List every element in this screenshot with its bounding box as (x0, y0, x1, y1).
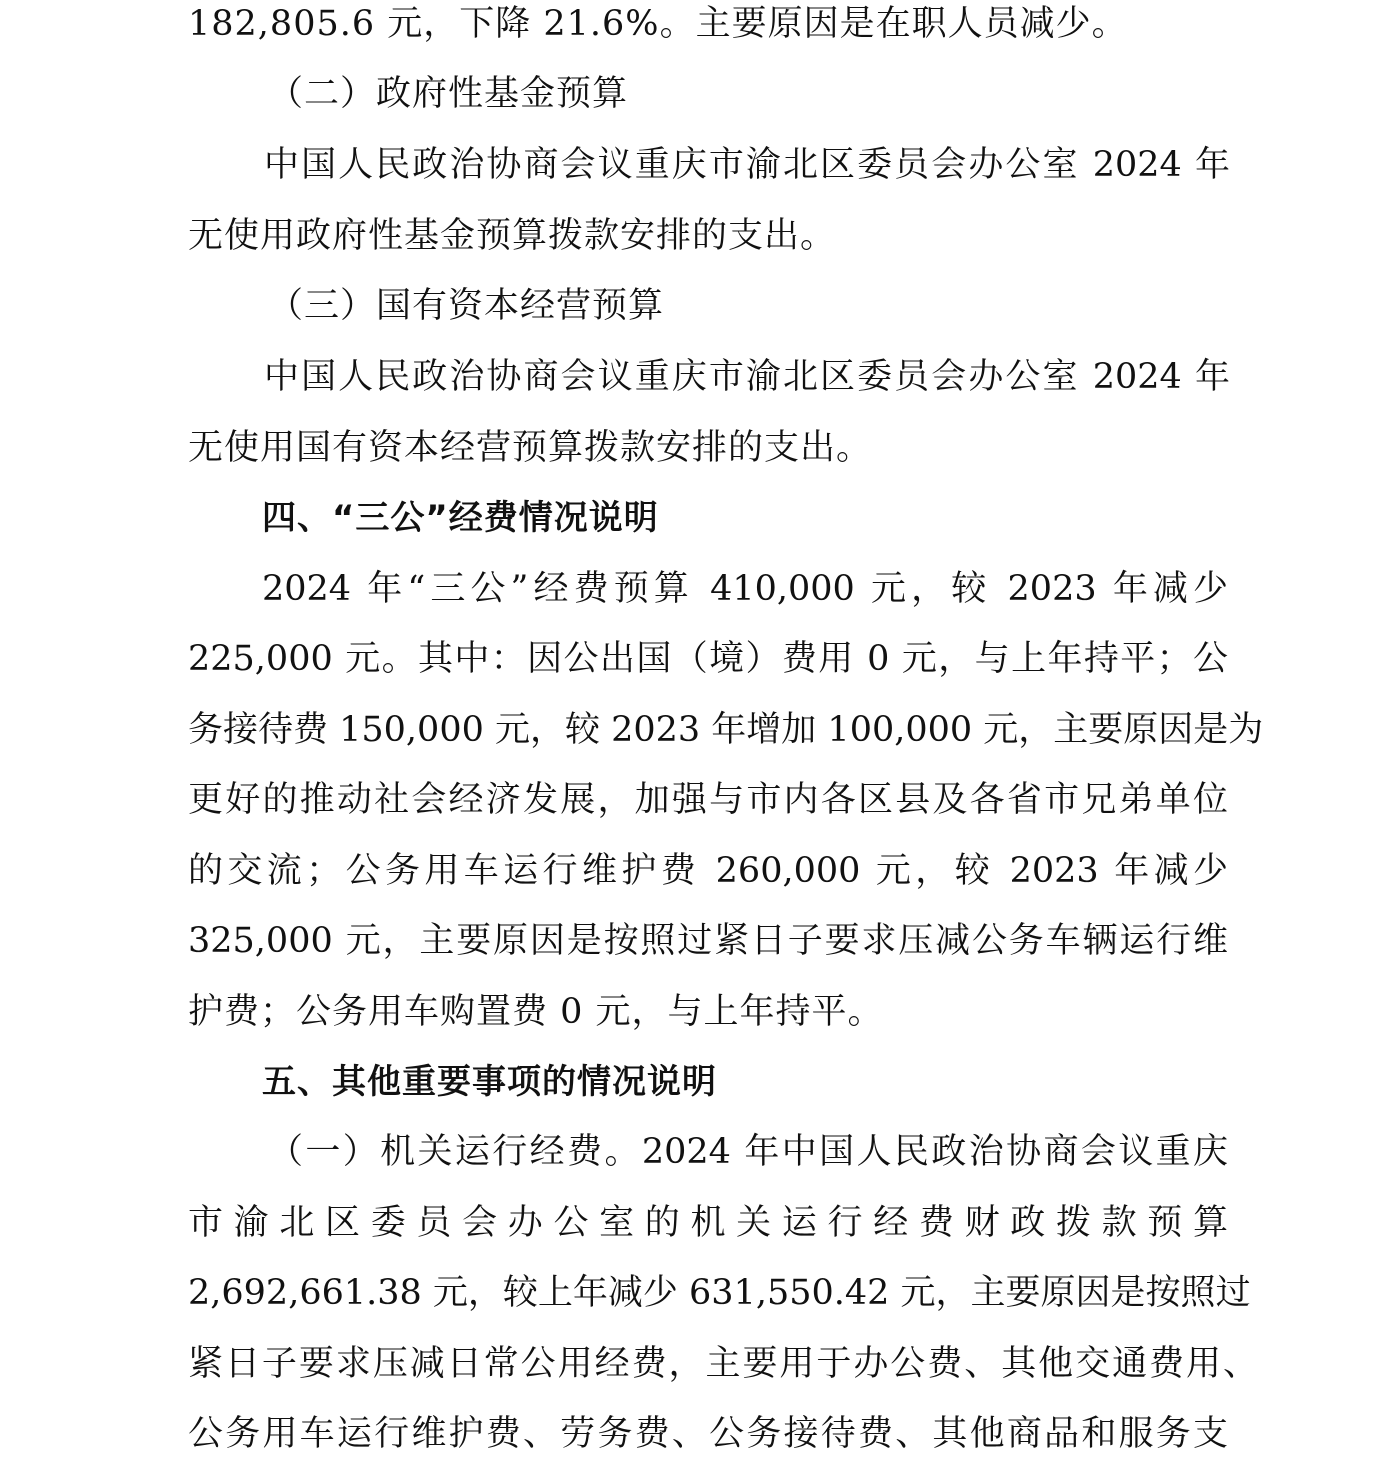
paragraph-line-21: 公务用车运行维护费、劳务费、公务接待费、其他商品和服务支 (188, 1414, 1228, 1454)
section-heading-state-capital-budget: （三）国有资本经营预算 (268, 286, 665, 326)
paragraph-line-20: 紧日子要求压减日常公用经费，主要用于办公费、其他交通费用、 (188, 1344, 1258, 1384)
paragraph-line-11: 务接待费 150,000 元，较 2023 年增加 100,000 元，主要原因是为 (188, 710, 1264, 750)
paragraph-line-19: 2,692,661.38 元，较上年减少 631,550.42 元，主要原因是按照过 (188, 1273, 1251, 1313)
paragraph-line-7: 无使用国有资本经营预算拨款安排的支出。 (188, 428, 873, 468)
paragraph-line-15: 护费；公务用车购置费 0 元，与上年持平。 (188, 992, 884, 1032)
paragraph-line-9: 2024 年“三公”经费预算 410,000 元，较 2023 年减少 (262, 569, 1228, 609)
paragraph-line-6: 中国人民政治协商会议重庆市渝北区委员会办公室 2024 年 (264, 357, 1230, 397)
paragraph-line-4: 无使用政府性基金预算拨款安排的支出。 (188, 216, 837, 256)
paragraph-line-10: 225,000 元。其中：因公出国（境）费用 0 元，与上年持平；公 (188, 639, 1228, 679)
heading-other-important-matters: 五、其他重要事项的情况说明 (262, 1062, 717, 1102)
heading-three-public-expenses: 四、“三公”经费情况说明 (262, 498, 659, 538)
paragraph-line-18: 市渝北区委员会办公室的机关运行经费财政拨款预算 (188, 1203, 1228, 1243)
paragraph-line-12: 更好的推动社会经济发展，加强与市内各区县及各省市兄弟单位 (188, 780, 1228, 820)
paragraph-line-1: 182,805.6 元，下降 21.6%。主要原因是在职人员减少。 (188, 4, 1128, 44)
paragraph-line-13: 的交流；公务用车运行维护费 260,000 元，较 2023 年减少 (188, 851, 1228, 891)
paragraph-line-17: （一）机关运行经费。2024 年中国人民政治协商会议重庆 (268, 1132, 1228, 1172)
paragraph-line-3: 中国人民政治协商会议重庆市渝北区委员会办公室 2024 年 (264, 145, 1230, 185)
section-heading-government-fund-budget: （二）政府性基金预算 (268, 74, 629, 114)
paragraph-line-14: 325,000 元，主要原因是按照过紧日子要求压减公务车辆运行维 (188, 921, 1228, 961)
